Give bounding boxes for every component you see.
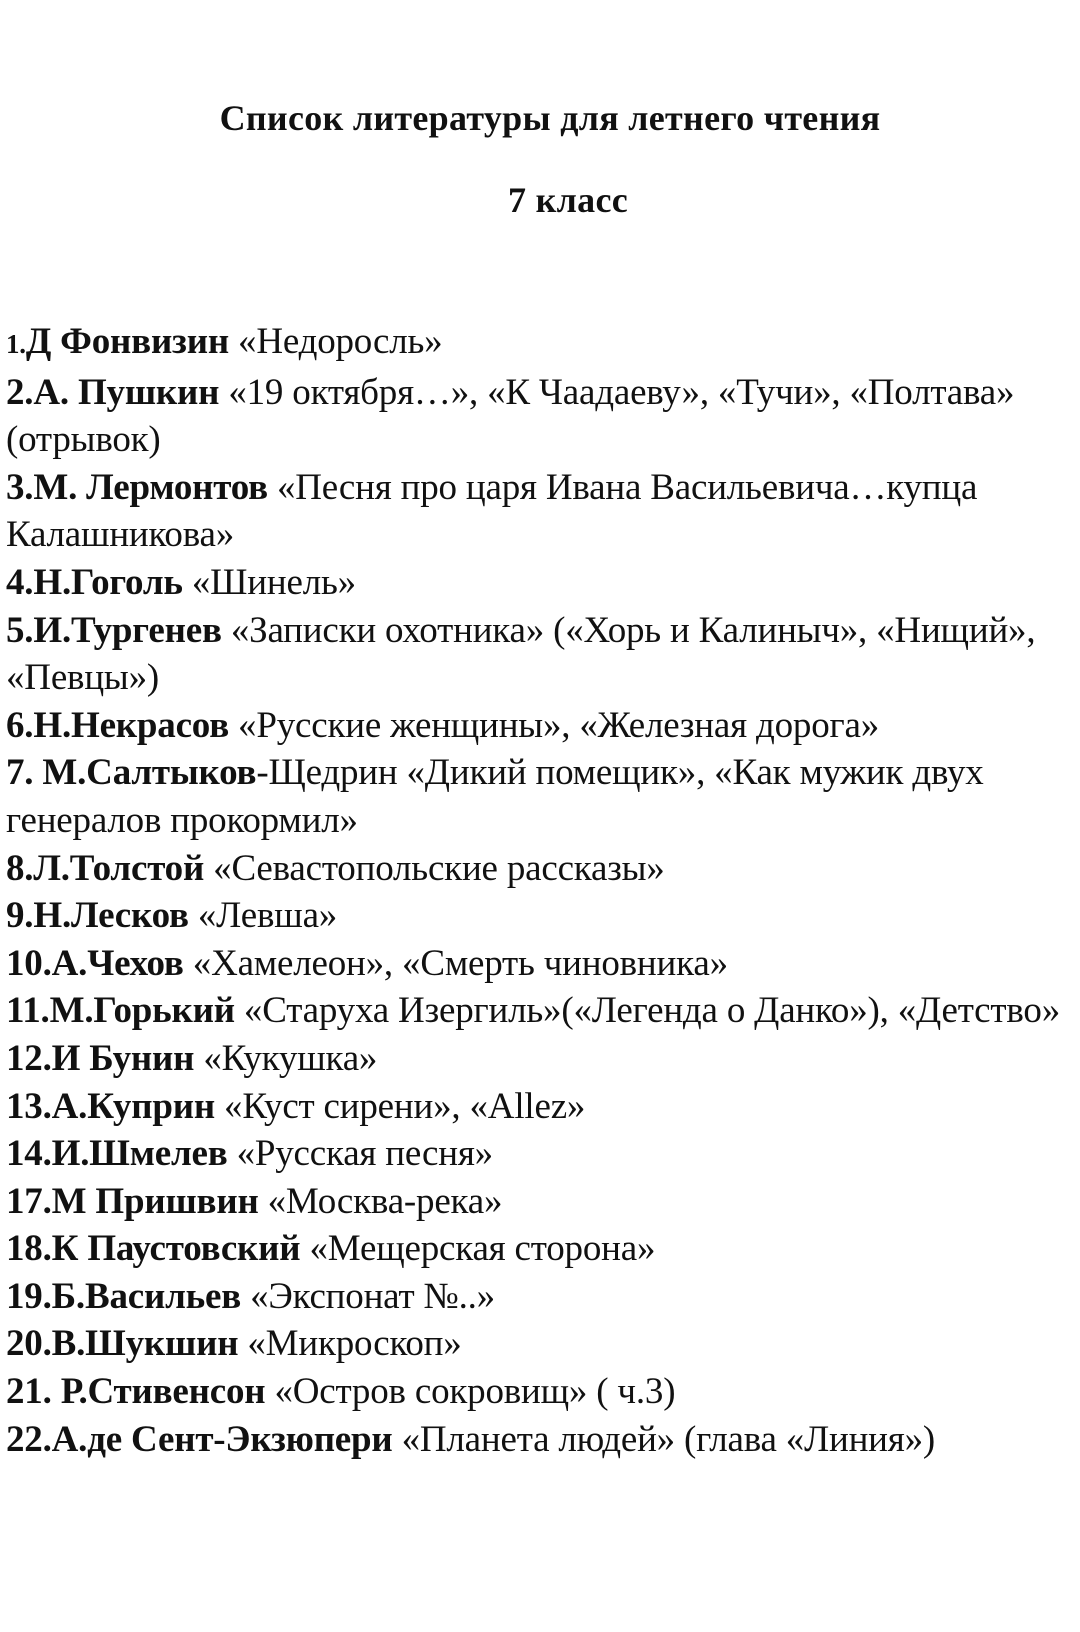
item-number: 20. [6, 1323, 52, 1365]
item-number: 22. [6, 1418, 52, 1460]
list-item [6, 607, 1074, 702]
item-author: А. Пушкин [33, 371, 220, 413]
list-item [6, 464, 1074, 559]
item-number: 13. [6, 1085, 52, 1127]
item-number: 6. [6, 704, 34, 746]
list-item [6, 1416, 1074, 1464]
item-works: «Планета людей» (глава «Линия») [392, 1418, 936, 1460]
item-works: «Кукушка» [194, 1037, 378, 1079]
item-works: «Шинель» [182, 561, 356, 603]
list-item [6, 1178, 1074, 1226]
item-author: М.Салтыков [42, 752, 257, 794]
item-number: 17. [6, 1180, 52, 1222]
item-author: Б.Васильев [51, 1275, 242, 1317]
item-number: 4. [6, 561, 34, 603]
item-number: 7. [6, 752, 43, 794]
item-number: 11. [6, 990, 50, 1032]
list-item [6, 1273, 1074, 1321]
item-works: «Русская песня» [227, 1133, 493, 1175]
item-author: А.Куприн [51, 1085, 215, 1127]
item-author: Д Фонвизин [25, 321, 229, 362]
list-item [6, 1083, 1074, 1131]
item-works: «Недоросль» [228, 321, 443, 362]
item-number: 12. [6, 1037, 52, 1079]
grade-heading: 7 класс [508, 180, 628, 220]
list-item [6, 1035, 1074, 1083]
list-item [6, 749, 1074, 844]
item-works: «Левша» [188, 895, 338, 937]
item-works: «Песня про царя Ивана Васильевича…купца Калашникова» [6, 466, 978, 556]
document-title: Список литературы для летнего чтения [219, 98, 881, 138]
item-number: 18. [6, 1228, 52, 1270]
item-number: 10. [6, 942, 52, 984]
item-works: «Севастопольские рассказы» [204, 847, 665, 889]
list-item [6, 1368, 1074, 1416]
item-author: И.Тургенев [33, 609, 222, 651]
item-author: Н.Гоголь [33, 561, 183, 603]
item-works: «Мещерская сторона» [300, 1228, 656, 1270]
item-number: 2. [6, 371, 34, 413]
item-works: «Хамелеон», «Смерть чиновника» [183, 942, 728, 984]
reading-list [6, 318, 1074, 1463]
list-item [6, 369, 1074, 464]
list-item [6, 559, 1074, 607]
item-works: «Москва-река» [258, 1180, 503, 1222]
item-author: И.Шмелев [51, 1133, 228, 1175]
list-item [6, 1320, 1074, 1368]
item-number: 1. [6, 329, 26, 359]
item-author: Р.Стивенсон [60, 1371, 266, 1413]
item-author: А.де Сент-Экзюпери [51, 1418, 393, 1460]
list-item [6, 1130, 1074, 1178]
item-number: 9. [6, 895, 34, 937]
item-works: «Старуха Изергиль»(«Легенда о Данко»), «Детство» [234, 990, 1060, 1032]
item-works: «Остров сокровищ» ( ч.3) [265, 1371, 676, 1413]
item-number: 14. [6, 1133, 52, 1175]
item-number: 19. [6, 1275, 52, 1317]
item-author: М Пришвин [51, 1180, 259, 1222]
item-works: «Русские женщины», «Железная дорога» [228, 704, 880, 746]
item-works: «Экспонат №..» [241, 1275, 495, 1317]
list-item [6, 702, 1074, 750]
item-works: -Щедрин «Дикий помещик», «Как мужик двух генералов прокормил» [6, 752, 984, 841]
item-author: В.Шукшин [51, 1323, 239, 1365]
list-item [6, 1225, 1074, 1273]
item-author: Л.Толстой [33, 847, 205, 889]
list-item [6, 940, 1074, 988]
list-item [6, 892, 1074, 940]
item-number: 5. [6, 609, 34, 651]
item-works: «Записки охотника» («Хорь и Калиныч», «Нищий», «Певцы») [6, 609, 1036, 699]
list-item [6, 845, 1074, 893]
item-works: «19 октября…», «К Чаадаеву», «Тучи», «Полтава» (отрывок) [6, 371, 1015, 461]
list-item [6, 318, 1074, 369]
item-author: Н.Лесков [33, 895, 189, 937]
item-author: К Паустовский [51, 1228, 301, 1270]
item-author: Н.Некрасов [33, 704, 229, 746]
item-author: И Бунин [51, 1037, 195, 1079]
item-works: «Куст сирени», «Allez» [214, 1085, 586, 1127]
item-number: 21. [6, 1371, 61, 1413]
item-author: М. Лермонтов [33, 466, 268, 508]
item-author: М.Горький [49, 990, 235, 1032]
item-number: 3. [6, 466, 34, 508]
item-number: 8. [6, 847, 34, 889]
item-author: А.Чехов [51, 942, 184, 984]
item-works: «Микроскоп» [238, 1323, 462, 1365]
list-item [6, 987, 1074, 1035]
